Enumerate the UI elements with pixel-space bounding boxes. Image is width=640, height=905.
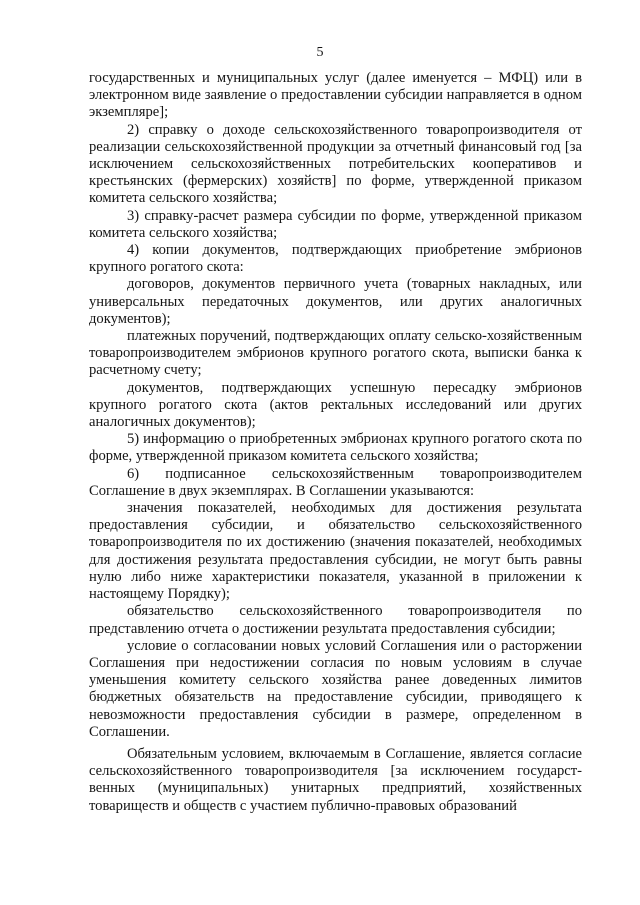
page-number: 5 [316,45,324,60]
paragraph-transplant-documents: документов, подтверждающих успешную пересадку эмбрионов крупного рогатого скота (актов ректальных исследований или других аналогичных документов); [89,379,582,431]
paragraph-item-2-income-certificate: 2) справку о доходе сельскохозяйственного товаропроизводителя от реализации сельскохозяйственной продукции за отчетный финансовый год [за исключением сельскохозяйственных потребительских кооперативов и крестьянских (фермерских) хозяйств] по форме, утвержденной приказом комитета сельского хозяйства; [89,121,582,207]
paragraph-contracts: договоров, документов первичного учета (товарных накладных, или универсальных передаточных документов, или других аналогичных документов); [89,276,582,327]
paragraph-continuation-mfc: государственных и муниципальных услуг (далее именуется – МФЦ) или в электронном виде заявление о предоставлении субсидии направляется в одном экземпляре]; [89,70,582,121]
paragraph-item-3-subsidy-calculation: 3) справку-расчет размера субсидии по форме, утвержденной приказом комитета сельского хозяйства; [89,207,582,241]
paragraph-agreement-conditions: условие о согласовании новых условий Соглашения или о расторжении Соглашения при недостижении согласия по новым условиям в случае уменьшения комитету сельского хозяйства ранее доведенных лимитов бюджетных обязательств на предоставление субсидии, приводящего к невозможности предоставления субсидии в размере, определенном в Соглашении. [89,637,582,740]
paragraph-report-obligation: обязательство сельскохозяйственного товаропроизводителя по представлению отчета о достижении результата предоставления субсидии; [89,603,582,637]
paragraph-mandatory-condition: Обязательным условием, включаемым в Соглашение, является согласие сельскохозяйственного товаропроизводителя [за исключением государст-венных (муниципальных) унитарных предприятий, хозяйственных товариществ и обществ с участием публично-правовых образований [89,745,582,814]
paragraph-payment-orders: платежных поручений, подтверждающих оплату сельско-хозяйственным товаропроизводителем эмбрионов крупного рогатого скота, выписки банка к расчетному счету; [89,328,582,379]
paragraph-item-4-document-copies: 4) копии документов, подтверждающих приобретение эмбрионов крупного рогатого скота: [89,242,582,276]
paragraph-item-6-agreement: 6) подписанное сельскохозяйственным товаропроизводителем Соглашение в двух экземплярах. В Соглашении указываются: [89,465,582,499]
paragraph-indicator-values: значения показателей, необходимых для достижения результата предоставления субсидии, и обязательство сельскохозяйственного товаропроизводителя по их достижению (значения показателей, необходимых для достижения результата предоставления субсидии, не могут быть равны нулю либо ниже характеристики показателя, указанной в приложении к настоящему Порядку); [89,500,582,603]
document-body [89,70,582,815]
paragraph-item-5-embryo-information: 5) информацию о приобретенных эмбрионах крупного рогатого скота по форме, утвержденной приказом комитета сельского хозяйства; [89,431,582,465]
